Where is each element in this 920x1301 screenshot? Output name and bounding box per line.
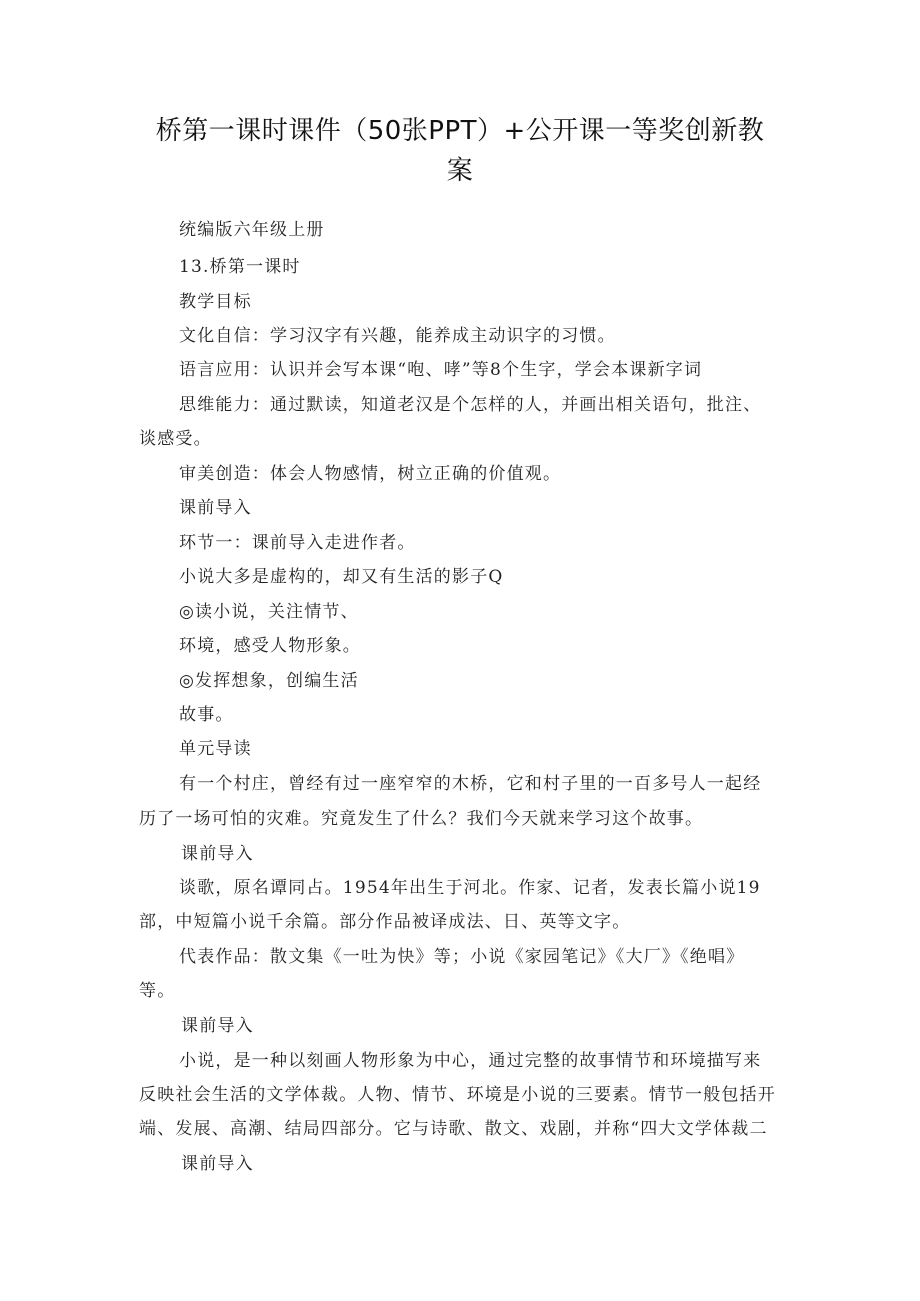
- document-title-line-1: 桥第一课时课件（50张PPT）+公开课一等奖创新教: [155, 116, 765, 146]
- section-heading: 课前导入: [179, 498, 252, 518]
- paragraph-line: 谈感受。: [139, 429, 212, 449]
- paragraph-line: 小说，是一种以刻画人物形象为中心，通过完整的故事情节和环境描写来: [179, 1051, 762, 1071]
- paragraph-line: 等。: [139, 981, 176, 1001]
- paragraph-line: 思维能力：通过默读，知道老汉是个怎样的人，并画出相关语句，批注、: [179, 395, 762, 415]
- paragraph-line: 端、发展、高潮、结局四部分。它与诗歌、散文、戏剧，并称“四大文学体裁二: [139, 1119, 768, 1139]
- paragraph-line: 环境，感受人物形象。: [179, 636, 361, 656]
- paragraph-line: 文化自信：学习汉字有兴趣，能养成主动识字的习惯。: [179, 326, 616, 346]
- paragraph-line: 反映社会生活的文学体裁。人物、情节、环境是小说的三要素。情节一般包括开: [139, 1085, 776, 1105]
- paragraph-line: 审美创造：体会人物感情，树立正确的价值观。: [179, 464, 562, 484]
- paragraph-line: ◎发挥想象，创编生活: [179, 671, 359, 691]
- paragraph-line: 有一个村庄，曾经有过一座窄窄的木桥，它和村子里的一百多号人一起经: [179, 774, 762, 794]
- section-heading: 课前导入: [181, 1016, 254, 1036]
- paragraph-line: 环节一：课前导入走进作者。: [179, 533, 416, 553]
- lesson-title: 13.桥第一课时: [179, 257, 301, 277]
- paragraph-line: 部，中短篇小说千余篇。部分作品被译成法、日、英等文字。: [139, 912, 631, 932]
- paragraph-line: 历了一场可怕的灾难。究竟发生了什么？我们今天就来学习这个故事。: [139, 809, 704, 829]
- paragraph-line: 故事。: [179, 705, 234, 725]
- paragraph-line: 代表作品：散文集《一吐为快》等；小说《家园笔记》《大厂》《绝唱》: [179, 947, 745, 967]
- section-heading: 单元导读: [179, 739, 252, 759]
- section-heading: 课前导入: [181, 1154, 254, 1174]
- section-heading: 教学目标: [179, 292, 252, 312]
- paragraph-line: ◎读小说，关注情节、: [179, 602, 359, 622]
- section-heading: 课前导入: [181, 844, 254, 864]
- document-title-line-2: 案: [446, 156, 474, 186]
- paragraph-line: 小说大多是虚构的，却又有生活的影子Q: [179, 567, 504, 587]
- paragraph-line: 谈歌，原名谭同占。1954年出生于河北。作家、记者，发表长篇小说19: [179, 878, 761, 898]
- paragraph-line: 语言应用：认识并会写本课“咆、哮”等8个生字，学会本课新字词: [179, 360, 703, 380]
- grade-label: 统编版六年级上册: [179, 220, 325, 240]
